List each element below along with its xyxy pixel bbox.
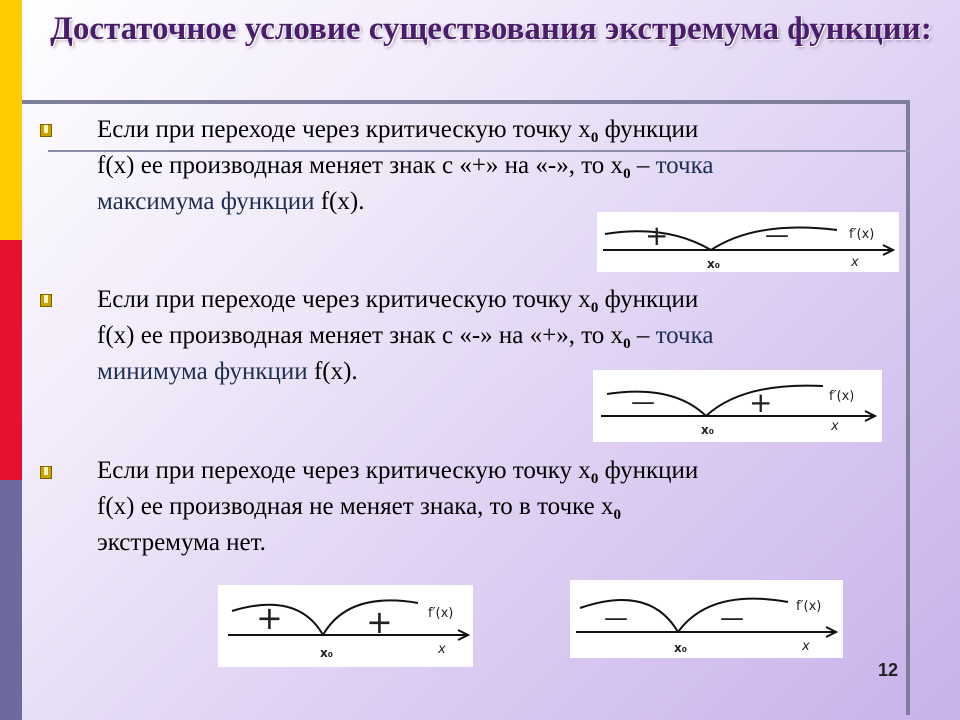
page-number: 12	[878, 660, 899, 680]
right-sign: +	[366, 603, 393, 641]
left-sign: +	[256, 599, 283, 637]
accent-stripe-red	[0, 240, 22, 480]
accent-stripe-yellow	[0, 0, 22, 240]
slide-title: Достаточное условие существования экстремума функции:	[50, 11, 932, 47]
right-sign: +	[749, 386, 773, 419]
bullet-square-icon	[40, 466, 52, 479]
derivative-curve-left	[580, 600, 678, 632]
right-sign: —	[720, 604, 744, 632]
bullet-square-icon	[40, 294, 52, 307]
bullet-line: f(x) ее производная меняет знак с «-» на «+», то $x_0$ – точка	[97, 322, 714, 352]
func-label: f′(x)	[849, 227, 875, 242]
point-label: x₀	[701, 423, 714, 437]
bullet-line: Если при переходе через критическую точку $x_0$ функции	[97, 457, 699, 487]
bullet-text-maximum	[97, 112, 713, 220]
bullet-line: f(x) ее производная меняет знак с «+» на «-», то $x_0$ – точка	[97, 152, 714, 182]
sign-diagram-maximum	[597, 212, 899, 272]
axis-label: x	[802, 639, 810, 654]
axis-label: x	[438, 642, 446, 657]
accent-stripe-slate	[0, 480, 22, 720]
axis-label: x	[831, 419, 839, 434]
bullet-text-no-extremum	[97, 453, 698, 561]
point-label: x₀	[320, 646, 333, 660]
point-label: x₀	[674, 641, 687, 655]
left-sign: —	[604, 604, 628, 632]
func-label: f′(x)	[796, 599, 822, 614]
bullet-line: экстремума нет.	[97, 529, 266, 556]
bullet-line: f(x) ее производная не меняет знака, то в точке $x_0$	[97, 493, 621, 523]
axis-label: x	[851, 255, 859, 270]
left-sign: +	[645, 219, 669, 252]
bullet-square-icon	[40, 124, 52, 137]
sign-diagram-minus-minus	[570, 580, 843, 658]
bullet-line: минимума функции f(x).	[97, 358, 358, 385]
func-label: f′(x)	[829, 389, 855, 404]
bullet-line: Если при переходе через критическую точку $x_0$ функции	[97, 116, 699, 146]
sign-diagram-minimum	[593, 370, 882, 442]
sign-diagram-plus-plus	[218, 585, 473, 667]
right-sign: —	[765, 221, 789, 249]
bullet-line: Если при переходе через критическую точку $x_0$ функции	[97, 286, 699, 316]
point-label: x₀	[707, 257, 720, 271]
bullet-line: максимума функции f(x).	[97, 188, 365, 215]
left-sign: —	[631, 388, 655, 416]
derivative-curve-left	[607, 392, 706, 416]
func-label: f′(x)	[428, 606, 454, 621]
